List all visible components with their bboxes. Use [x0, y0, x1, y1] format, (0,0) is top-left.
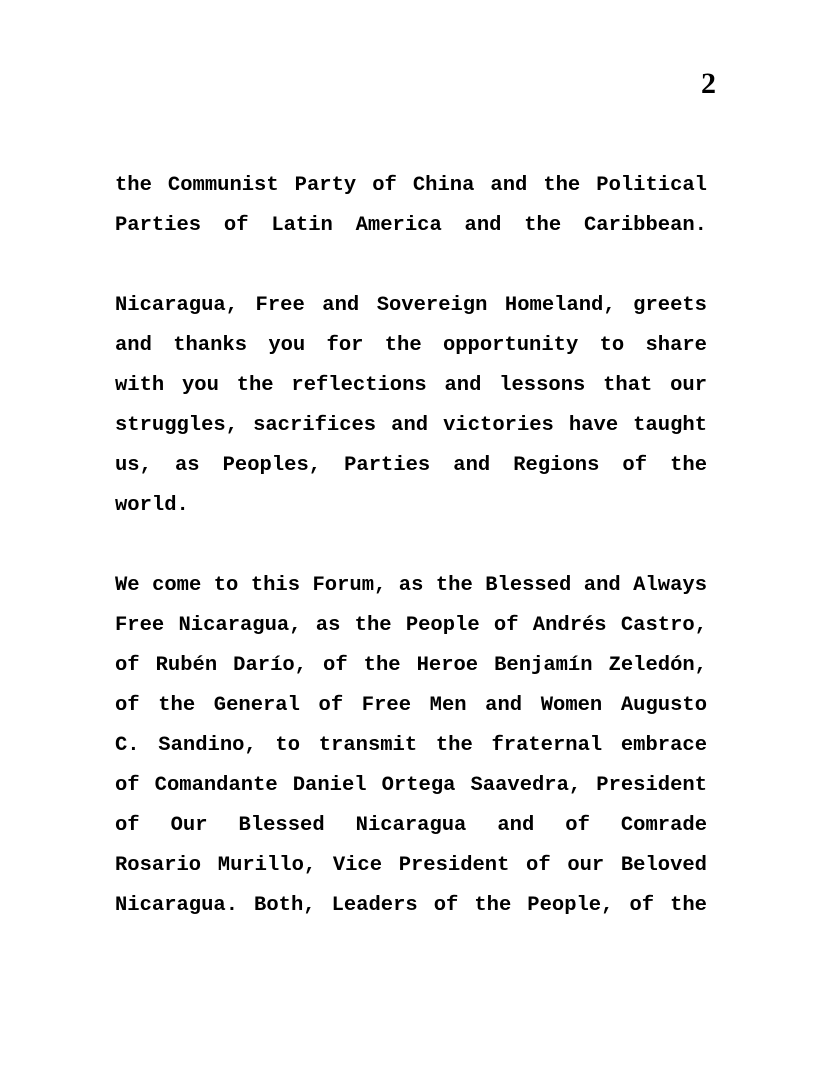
text-line: C. Sandino, to transmit the fraternal embrace	[115, 734, 707, 757]
page-number: 2	[701, 67, 716, 100]
text-line: struggles, sacrifices and victories have taught	[115, 414, 707, 437]
paragraph	[115, 286, 707, 526]
text-line: Parties of Latin America and the Caribbean.	[115, 214, 707, 237]
text-line: us, as Peoples, Parties and Regions of the	[115, 454, 707, 477]
text-line: Nicaragua. Both, Leaders of the People, of the	[115, 894, 707, 917]
document-body	[115, 166, 707, 966]
text-line: the Communist Party of China and the Political	[115, 174, 707, 197]
text-line: of Comandante Daniel Ortega Saavedra, President	[115, 774, 707, 797]
paragraph	[115, 166, 707, 246]
text-line: Rosario Murillo, Vice President of our Beloved	[115, 854, 707, 877]
text-line: and thanks you for the opportunity to share	[115, 334, 707, 357]
text-line: of Our Blessed Nicaragua and of Comrade	[115, 814, 707, 837]
text-line: of the General of Free Men and Women Augusto	[115, 694, 707, 717]
text-line: world.	[115, 494, 189, 517]
paragraph	[115, 566, 707, 926]
text-line: Free Nicaragua, as the People of Andrés Castro,	[115, 614, 707, 637]
text-line: of Rubén Darío, of the Heroe Benjamín Zeledón,	[115, 654, 707, 677]
text-line: We come to this Forum, as the Blessed and Always	[115, 574, 707, 597]
text-line: with you the reflections and lessons that our	[115, 374, 707, 397]
text-line: Nicaragua, Free and Sovereign Homeland, greets	[115, 294, 707, 317]
